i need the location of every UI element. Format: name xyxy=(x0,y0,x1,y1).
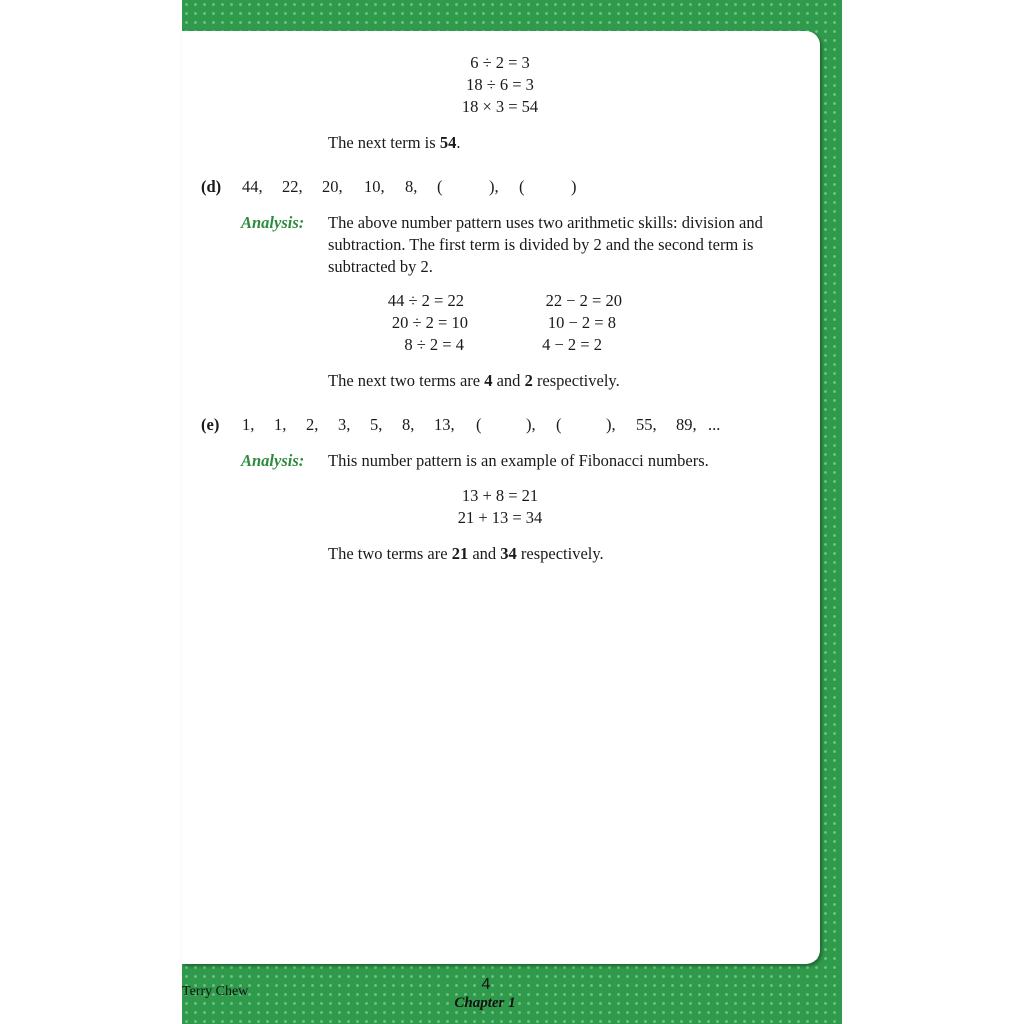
sequence-term: 10, xyxy=(364,177,385,196)
sequence-blank-open: ( xyxy=(476,415,482,434)
conclusion-c xyxy=(328,132,460,154)
part-d-sequence xyxy=(242,176,577,198)
part-e-analysis-text: This number pattern is an example of Fibonacci numbers. xyxy=(328,451,709,470)
conclusion-e-answer-1: 21 xyxy=(451,544,469,563)
part-d-analysis-text: The above number pattern uses two arithmetic skills: division and subtraction. The first term is divided by 2 and the second term is subtracted by 2. xyxy=(328,213,763,276)
sequence-term: 8, xyxy=(402,415,415,434)
sequence-term: 22, xyxy=(282,177,303,196)
conclusion-d-answer-2: 2 xyxy=(524,371,533,390)
sequence-term: 1, xyxy=(242,415,255,434)
part-d-label: (d) xyxy=(201,177,222,196)
sequence-blank-open: ( xyxy=(556,415,562,434)
conclusion-c-period: . xyxy=(456,133,461,152)
sequence-term: 8, xyxy=(405,177,418,196)
conclusion-d-and: and xyxy=(492,371,525,390)
conclusion-e-tail: respectively. xyxy=(516,544,604,563)
footer-author: Terry Chew xyxy=(182,984,249,999)
sequence-blank-close: ), xyxy=(489,177,499,196)
sequence-ellipsis: ... xyxy=(708,415,721,434)
conclusion-e-and: and xyxy=(468,544,501,563)
sequence-term: 89, xyxy=(676,415,697,434)
conclusion-e-text: The two terms are xyxy=(328,544,452,563)
conclusion-e xyxy=(328,543,604,565)
footer-page-number: 4 xyxy=(481,976,491,993)
sequence-term: 44, xyxy=(242,177,263,196)
sequence-term: 1, xyxy=(274,415,287,434)
conclusion-e-answer-2: 34 xyxy=(500,544,517,563)
sequence-term: 20, xyxy=(322,177,343,196)
equation-d-left-1: 44 ÷ 2 = 22 xyxy=(387,291,464,310)
sequence-term: 5, xyxy=(370,415,383,434)
equation-d-right-3: 4 − 2 = 2 xyxy=(542,335,602,354)
equation-e-1: 13 + 8 = 21 xyxy=(461,486,539,505)
equation-d-right-1: 22 − 2 = 20 xyxy=(545,291,622,310)
conclusion-d-tail: respectively. xyxy=(532,371,620,390)
part-e-label: (e) xyxy=(201,415,220,434)
equation-c-2: 18 ÷ 6 = 3 xyxy=(466,75,534,94)
equation-e-2: 21 + 13 = 34 xyxy=(457,508,543,527)
equation-d-left-2: 20 ÷ 2 = 10 xyxy=(391,313,468,332)
equation-c-1: 6 ÷ 2 = 3 xyxy=(470,53,530,72)
sequence-blank-open: ( xyxy=(519,177,525,196)
equation-d-right-2: 10 − 2 = 8 xyxy=(547,313,616,332)
equation-d-left-3: 8 ÷ 2 = 4 xyxy=(404,335,464,354)
equation-c-3: 18 × 3 = 54 xyxy=(461,97,539,116)
sequence-blank-open: ( xyxy=(437,177,443,196)
sequence-blank-close: ), xyxy=(526,415,536,434)
part-d-analysis-label: Analysis: xyxy=(241,213,305,232)
part-e-analysis-label: Analysis: xyxy=(241,451,305,470)
sequence-term: 13, xyxy=(434,415,455,434)
conclusion-c-text: The next term is xyxy=(328,133,440,152)
part-e-sequence xyxy=(242,414,720,436)
sequence-blank-close: ) xyxy=(571,177,577,196)
conclusion-d xyxy=(328,370,620,392)
sequence-blank-close: ), xyxy=(606,415,616,434)
sequence-term: 55, xyxy=(636,415,657,434)
conclusion-d-text: The next two terms are xyxy=(328,371,485,390)
conclusion-d-answer-1: 4 xyxy=(484,371,493,390)
sequence-term: 2, xyxy=(306,415,319,434)
footer-chapter: Chapter 1 xyxy=(454,995,516,1011)
sequence-term: 3, xyxy=(338,415,351,434)
conclusion-c-answer: 54 xyxy=(439,133,457,152)
